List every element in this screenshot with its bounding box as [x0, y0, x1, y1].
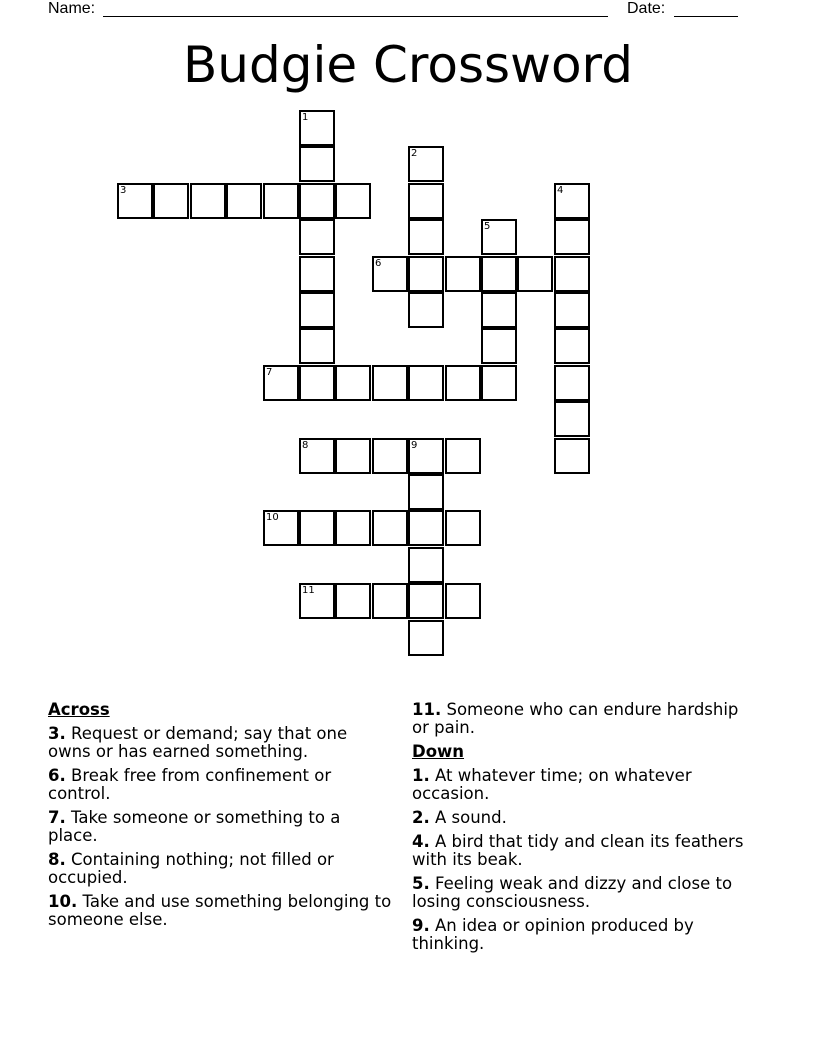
grid-cell[interactable]: [226, 183, 262, 219]
clue-text: Request or demand; say that one owns or has earned something.: [48, 724, 348, 761]
grid-cell[interactable]: [445, 510, 481, 546]
grid-cell[interactable]: [445, 256, 481, 292]
grid-cell[interactable]: [481, 292, 517, 328]
clue-across-6: [48, 767, 393, 803]
clue-across-7: [48, 809, 393, 845]
grid-cell[interactable]: [408, 183, 444, 219]
grid-cell[interactable]: [408, 219, 444, 255]
grid-cell[interactable]: [299, 183, 335, 219]
grid-cell[interactable]: [517, 256, 553, 292]
clue-across-11: [412, 701, 757, 737]
grid-cell[interactable]: [481, 328, 517, 364]
grid-cell[interactable]: [408, 256, 444, 292]
clue-text: Feeling weak and dizzy and close to losing consciousness.: [412, 874, 733, 911]
across-heading: Across: [48, 700, 110, 719]
cell-number: 4: [557, 185, 564, 196]
date-label: Date:: [627, 0, 666, 17]
clue-text: Take someone or something to a place.: [48, 808, 341, 845]
clue-text: Containing nothing; not filled or occupied.: [48, 850, 334, 887]
clue-text: Someone who can endure hardship or pain.: [412, 700, 739, 737]
grid-cell[interactable]: [408, 365, 444, 401]
grid-cell[interactable]: [554, 256, 590, 292]
clue-number: 8.: [48, 850, 66, 869]
grid-cell[interactable]: [481, 219, 517, 255]
clue-number: 10.: [48, 892, 78, 911]
grid-cell[interactable]: [445, 365, 481, 401]
grid-cell[interactable]: [408, 620, 444, 656]
grid-cell[interactable]: [554, 328, 590, 364]
grid-cell[interactable]: [408, 292, 444, 328]
grid-cell[interactable]: [299, 292, 335, 328]
grid-cell[interactable]: [153, 183, 189, 219]
clue-down-1: [412, 767, 757, 803]
clue-number: 11.: [412, 700, 442, 719]
grid-cell[interactable]: [335, 583, 371, 619]
grid-cell[interactable]: [554, 401, 590, 437]
clue-down-9: [412, 917, 757, 953]
grid-cell[interactable]: [554, 219, 590, 255]
cell-number: 8: [302, 440, 309, 451]
grid-cell[interactable]: [299, 110, 335, 146]
grid-cell[interactable]: [445, 438, 481, 474]
clue-text: At whatever time; on whatever occasion.: [412, 766, 692, 803]
grid-cell[interactable]: [299, 365, 335, 401]
grid-cell[interactable]: [299, 583, 335, 619]
grid-cell[interactable]: [190, 183, 226, 219]
clue-number: 4.: [412, 832, 430, 851]
cell-number: 3: [120, 185, 127, 196]
grid-cell[interactable]: [445, 583, 481, 619]
grid-cell[interactable]: [263, 510, 299, 546]
grid-cell[interactable]: [263, 365, 299, 401]
clue-number: 3.: [48, 724, 66, 743]
page-title: Budgie Crossword: [183, 36, 633, 94]
name-label: Name:: [48, 0, 96, 17]
grid-cell[interactable]: [372, 510, 408, 546]
grid-cell[interactable]: [408, 474, 444, 510]
grid-cell[interactable]: [372, 365, 408, 401]
grid-cell[interactable]: [408, 510, 444, 546]
clue-text: Break free from confinement or control.: [48, 766, 332, 803]
grid-cell[interactable]: [554, 292, 590, 328]
clue-text: An idea or opinion produced by thinking.: [412, 916, 694, 953]
grid-cell[interactable]: [372, 256, 408, 292]
grid-cell[interactable]: [554, 365, 590, 401]
clue-down-4: [412, 833, 757, 869]
grid-cell[interactable]: [408, 438, 444, 474]
cell-number: 5: [484, 221, 491, 232]
cell-number: 2: [411, 148, 418, 159]
clue-down-2: [412, 809, 757, 827]
grid-cell[interactable]: [299, 256, 335, 292]
grid-cell[interactable]: [408, 146, 444, 182]
cell-number: 10: [266, 512, 279, 523]
clue-across-10: [48, 893, 393, 929]
grid-cell[interactable]: [299, 219, 335, 255]
cell-number: 7: [266, 367, 273, 378]
grid-cell[interactable]: [299, 146, 335, 182]
grid-cell[interactable]: [554, 438, 590, 474]
clue-text: Take and use something belonging to someone else.: [48, 892, 392, 929]
clue-text: A bird that tidy and clean its feathers with its beak.: [412, 832, 744, 869]
down-heading: Down: [412, 742, 465, 761]
grid-cell[interactable]: [117, 183, 153, 219]
grid-cell[interactable]: [299, 328, 335, 364]
grid-cell[interactable]: [335, 438, 371, 474]
clue-across-8: [48, 851, 393, 887]
grid-cell[interactable]: [263, 183, 299, 219]
grid-cell[interactable]: [335, 365, 371, 401]
clues-column-left: [48, 701, 393, 935]
clue-number: 9.: [412, 916, 430, 935]
grid-cell[interactable]: [335, 183, 371, 219]
cell-number: 6: [375, 258, 382, 269]
clue-number: 7.: [48, 808, 66, 827]
cell-number: 1: [302, 112, 309, 123]
grid-cell[interactable]: [372, 583, 408, 619]
clue-number: 2.: [412, 808, 430, 827]
clue-number: 5.: [412, 874, 430, 893]
grid-cell[interactable]: [481, 365, 517, 401]
clue-across-3: [48, 725, 393, 761]
grid-cell[interactable]: [299, 438, 335, 474]
grid-cell[interactable]: [481, 256, 517, 292]
grid-cell[interactable]: [408, 583, 444, 619]
clue-number: 1.: [412, 766, 430, 785]
cell-number: 11: [302, 585, 315, 596]
grid-cell[interactable]: [408, 547, 444, 583]
cell-number: 9: [411, 440, 418, 451]
clue-text: A sound.: [435, 808, 507, 827]
grid-cell[interactable]: [335, 510, 371, 546]
clue-down-5: [412, 875, 757, 911]
grid-cell[interactable]: [299, 510, 335, 546]
clue-number: 6.: [48, 766, 66, 785]
grid-cell[interactable]: [372, 438, 408, 474]
clues-column-right: [412, 701, 757, 959]
grid-cell[interactable]: [554, 183, 590, 219]
